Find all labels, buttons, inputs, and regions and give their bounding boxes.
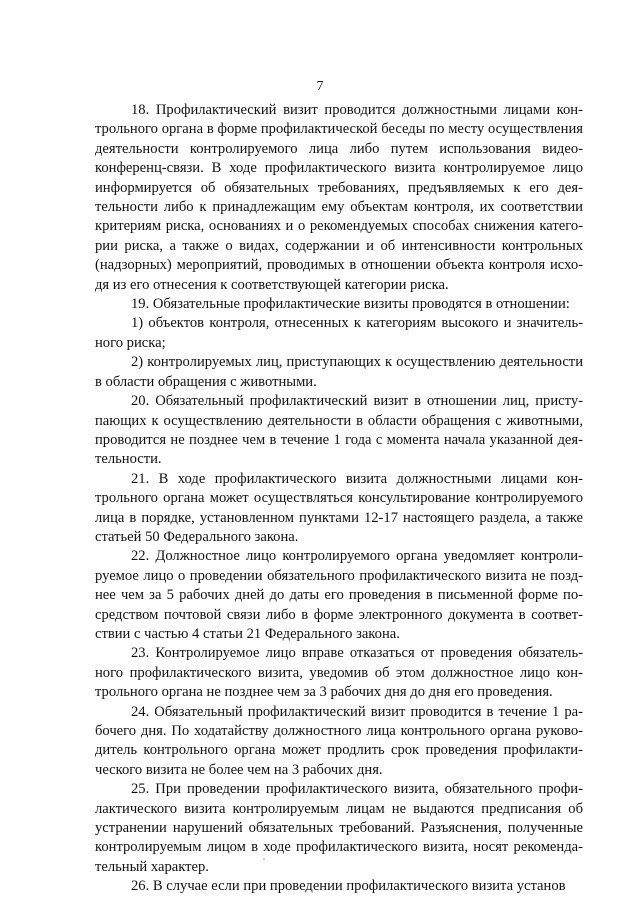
paragraph-19: 19. Обязательные профилактические визиты проводятся в отношении: xyxy=(131,296,570,313)
paragraph-19-item-2: 2) контролируемых лиц, приступающих к осуществлению деятельности в области обращения с животными. xyxy=(95,354,583,390)
page-number: 7 xyxy=(316,78,324,93)
paragraph-26: 26. В случае если при проведении профилактического визита установ xyxy=(131,878,566,895)
paragraph-18: 18. Профилактический визит проводится должностными лицами контрольного органа в форме профилактической беседы по месту осуществления деятельности контролируемого лица либо путем использования видео-конференц-связи. В ходе профилактического визита контролируемое лицо информируется об обязательных требованиях, предъявляемых к его деятельности либо к принадлежащим ему объектам контроля, их соответствии критериям риска, основаниях и о рекомендуемых способах снижения категории риска, а также о видах, содержании и об интенсивности контрольных (надзорных) мероприятий, проводимых в отношении объекта контроля исходя из его отнесения к соответствующей категории риска. xyxy=(95,102,583,293)
paragraph-19-item-1: 1) объектов контроля, отнесенных к категориям высокого и значительного риска; xyxy=(95,315,583,351)
paragraph-21: 21. В ходе профилактического визита должностными лицами контрольного органа может осуществляться консультирование контролируемого лица в порядке, установленном пунктами 12-17 настоящего раздела, а также статьей 50 Федерального закона. xyxy=(95,470,583,545)
paragraph-25: 25. При проведении профилактического визита, обязательного профилактического визита контролируемым лицам не выдаются предписания об устранении нарушений обязательных требований. Разъяснения, полученные контролируемым лицом в ходе профилактического визита, носят рекомендательный характер. xyxy=(95,781,583,875)
paragraph-24: 24. Обязательный профилактический визит проводится в течение 1 рабочего дня. По ходатайству должностного лица контрольного органа руководитель контрольного органа может продлить срок проведения профилактического визита не более чем на 3 рабочих дня. xyxy=(95,703,583,778)
paragraph-22: 22. Должностное лицо контролируемого органа уведомляет контролируемое лицо о проведении обязательного профилактического визита не позднее чем за 5 рабочих дней до даты его проведения в письменной форме посредством почтовой связи либо в форме электронного документа в соответствии с частью 4 статьи 21 Федерального закона. xyxy=(95,548,583,642)
scan-artifact xyxy=(263,858,265,860)
paragraph-23: 23. Контролируемое лицо вправе отказаться от проведения обязательного профилактического визита, уведомив об этом должностное лицо контрольного органа не позднее чем за 3 рабочих дня до дня его проведения. xyxy=(95,645,583,701)
paragraph-20: 20. Обязательный профилактический визит в отношении лиц, приступающих к осуществлению деятельности в области обращения с животными, проводится не позднее чем в течение 1 года с момента начала указанной деятельности. xyxy=(95,393,583,468)
document-body xyxy=(95,101,583,897)
